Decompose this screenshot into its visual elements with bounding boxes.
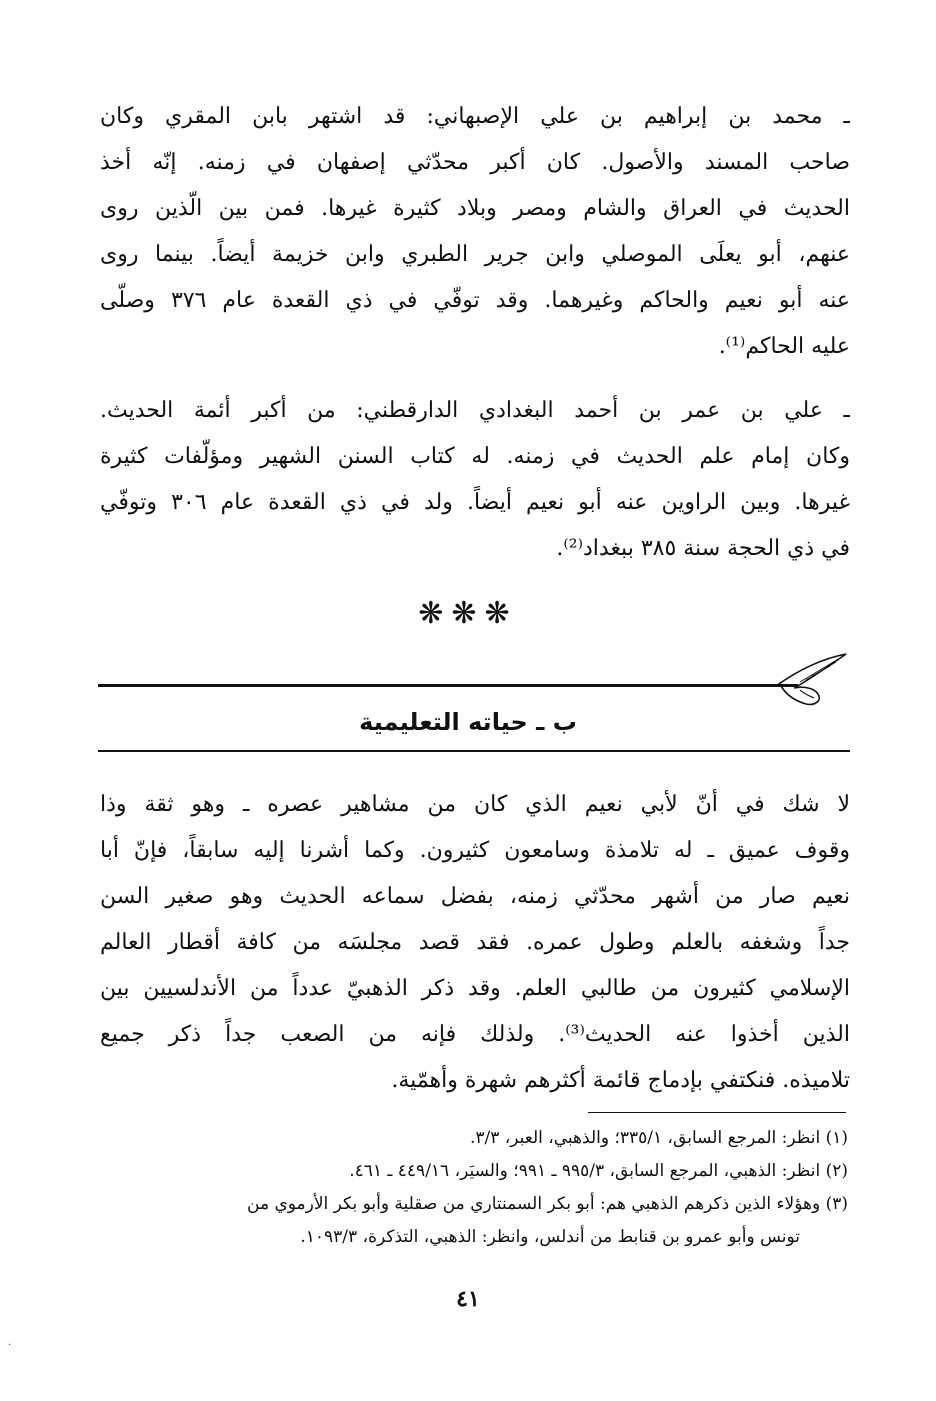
footnote-3-continued: تونس وأبو عمرو بن قنابط من أندلس، وانظر: الذهبي، التذكرة، ١٠٩٣/٣. [300, 1227, 800, 1247]
footnote-2: (٢) انظر: الذهبي، المرجع السابق، ٩٩٥/٣ ـ ٩٩١؛ والسيَر، ٤٤٩/١٦ ـ ٤٦١. [349, 1161, 848, 1181]
text-line: عليه الحاكم⁽¹⁾. [718, 334, 850, 359]
text-line: لا شك في أنّ لأبي نعيم الذي كان من مشاهير عصره ـ وهو ثقة وذا [100, 792, 850, 817]
scan-speck: · [8, 1340, 12, 1351]
text-line: عنهم، أبو يعلَى الموصلي وابن جرير الطبري وابن خزيمة أيضاً. بينما روى [100, 242, 850, 267]
footnote-3: (٣) وهؤلاء الذين ذكرهم الذهبي هم: أبو بكر السمنتاري من صقلية وأبو بكر الأرموي من [247, 1194, 848, 1214]
paragraph-ibn-al-muqri [100, 94, 850, 370]
section-heading: ب ـ حياته التعليمية [359, 708, 577, 736]
text-line: صاحب المسند والأصول. كان أكبر محدّثي إصفهان في زمنه. إنّه أخذ [100, 150, 850, 175]
text-line: تلاميذه. فنكتفي بإدماج قائمة أكثرهم شهرة وأهمّية. [391, 1068, 850, 1093]
text-line: عنه أبو نعيم والحاكم وغيرهما. وقد توفّي في ذي القعدة عام ٣٧٦ وصلّى [100, 288, 850, 313]
text-line: غيرها. وبين الراوين عنه أبو نعيم أيضاً. ولد في ذي القعدة عام ٣٠٦ وتوفّي [100, 490, 850, 515]
text-line: ـ علي بن عمر بن أحمد البغدادي الدارقطني: من أكبر أئمة الحديث. [100, 398, 850, 423]
quill-hand-icon [770, 646, 850, 708]
text-line: جداً وشغفه بالعلم وطول عمره. فقد قصد مجلسَه من كافة أقطار العالم [100, 930, 850, 955]
section-separator: ❋❋❋ [418, 596, 518, 631]
text-line: في ذي الحجة سنة ٣٨٥ ببغداد⁽²⁾. [556, 536, 850, 561]
text-line: الإسلامي كثيرون من طالبي العلم. وقد ذكر الذهبيّ عدداً من الأندلسيين بين [100, 976, 850, 1001]
text-line: ـ محمد بن إبراهيم بن علي الإصبهاني: قد اشتهر بابن المقري وكان [100, 104, 850, 129]
text-line: نعيم صار من أشهر محدّثي زمنه، بفضل سماعه الحديث وهو صغير السن [100, 884, 850, 909]
footnotes [92, 1122, 848, 1254]
text-line: وكان إمام علم الحديث في زمنه. له كتاب السنن الشهير ومؤلّفات كثيرة [100, 444, 850, 469]
paragraph-daraqutni [100, 388, 850, 572]
text-line: وقوف عميق ـ له تلامذة وسامعون كثيرون. وكما أشرنا إليه سابقاً، فإنّ أبا [100, 838, 850, 863]
text-line: الحديث في العراق والشام ومصر وبلاد كثيرة غيرها. فمن بين الّذين روى [100, 196, 850, 221]
footnote-1: (١) انظر: المرجع السابق، ٣٣٥/١؛ والذهبي، العبر، ٣/٣. [469, 1128, 848, 1148]
footnote-separator [588, 1112, 846, 1113]
heading-top-rule [98, 684, 798, 687]
text-line: الذين أخذوا عنه الحديث⁽³⁾. ولذلك فإنه من الصعب جداً ذكر جميع [100, 1022, 850, 1047]
paragraph-education [100, 782, 850, 1104]
page-number: ٤١ [456, 1286, 480, 1312]
heading-bottom-rule [98, 750, 850, 752]
